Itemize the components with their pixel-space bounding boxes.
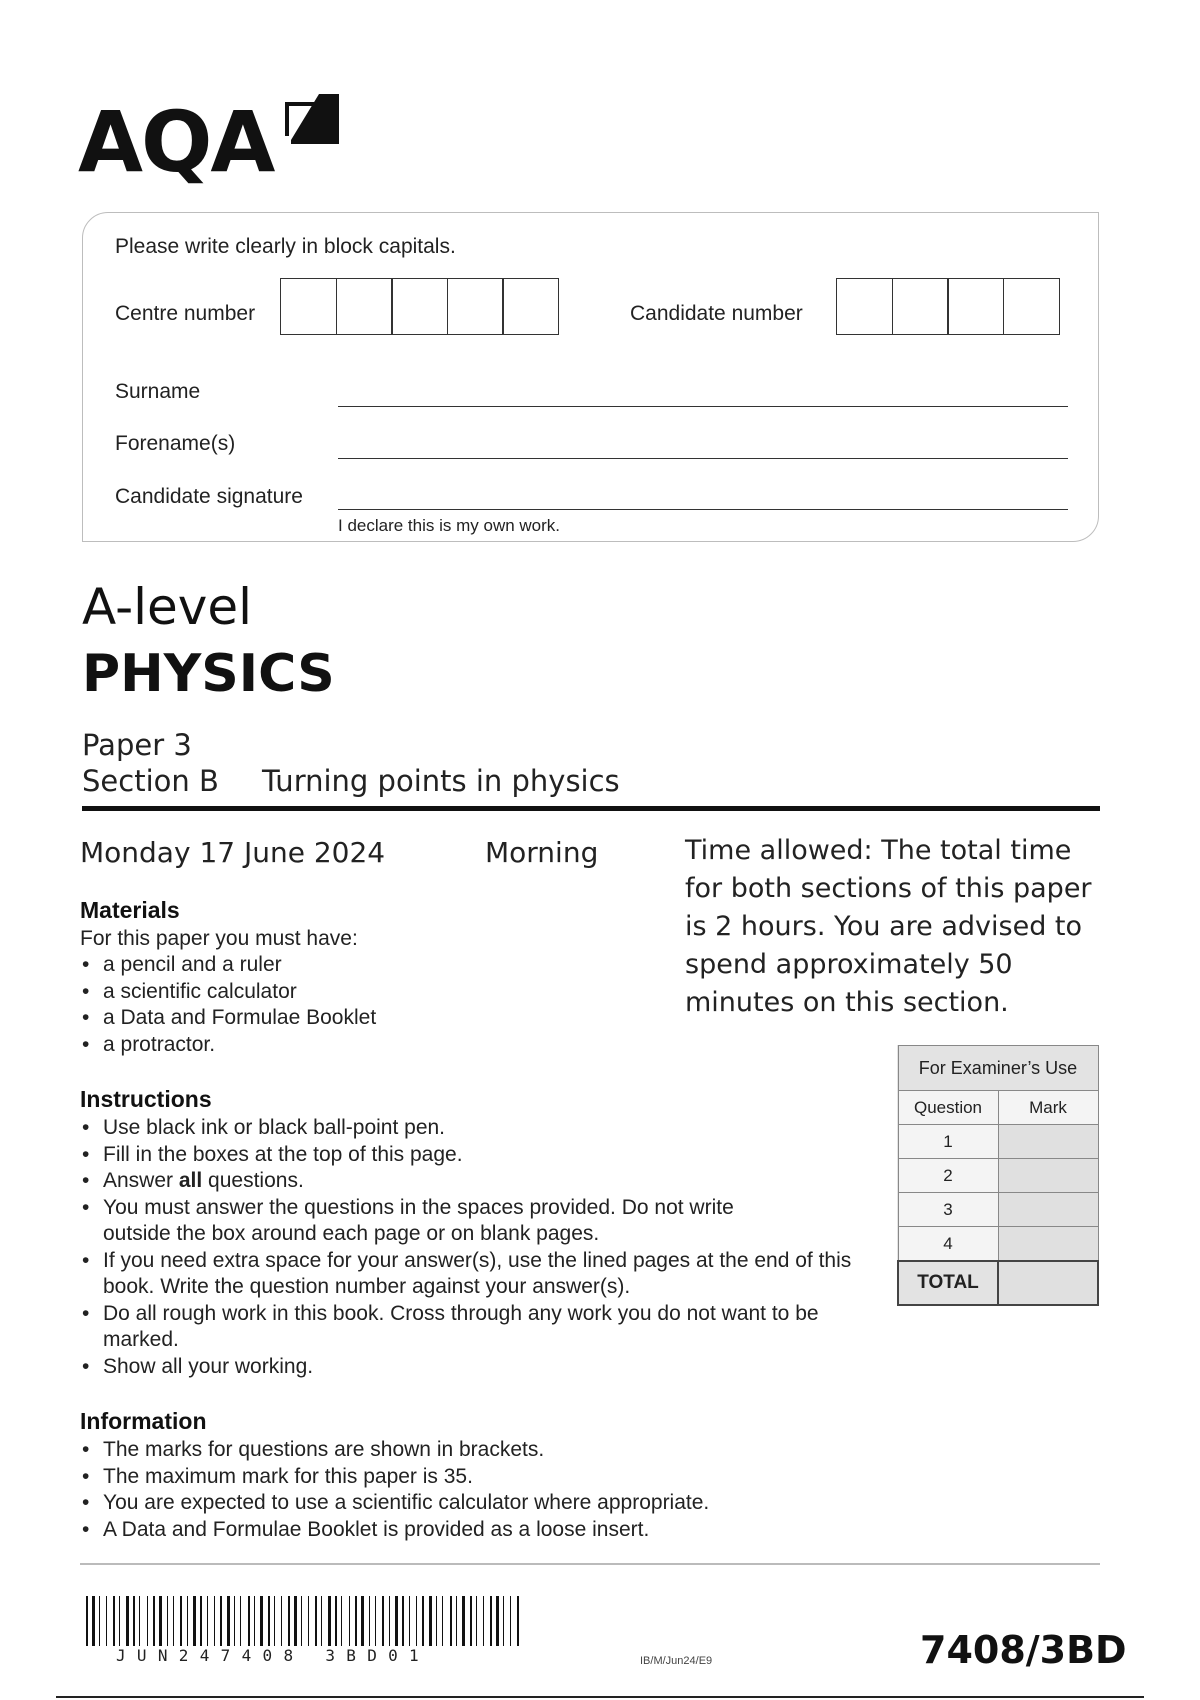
instruction-item: • You must answer the questions in the spaces provided. Do not write outside the box around each page or on blank pages. xyxy=(80,1195,803,1248)
table-row xyxy=(898,1125,1098,1159)
information-item: • You are expected to use a scientific calculator where appropriate. xyxy=(80,1490,880,1517)
barcode-bar xyxy=(462,1596,465,1646)
barcode-bar xyxy=(200,1596,202,1646)
barcode-bar xyxy=(301,1596,302,1646)
barcode-bar xyxy=(375,1596,376,1646)
barcode-bar xyxy=(315,1596,317,1646)
barcode-bar xyxy=(207,1596,208,1646)
block-capitals-instruction: Please write clearly in block capitals. xyxy=(115,235,456,258)
centre-number-digit-box[interactable] xyxy=(447,278,504,335)
barcode-bar xyxy=(369,1596,370,1646)
instructions-heading: Instructions xyxy=(80,1086,212,1112)
barcode-bar xyxy=(133,1596,135,1646)
materials-item: • a pencil and a ruler xyxy=(80,952,760,979)
examiners-use-table xyxy=(897,1045,1099,1306)
barcode-bar xyxy=(409,1596,410,1646)
mark-cell[interactable] xyxy=(998,1125,1098,1159)
barcode-bar xyxy=(496,1596,499,1646)
subject-title: PHYSICS xyxy=(82,644,335,704)
mark-cell[interactable] xyxy=(998,1159,1098,1193)
barcode-bar xyxy=(227,1596,230,1646)
barcode-bar xyxy=(321,1596,322,1646)
information-item: • The marks for questions are shown in brackets. xyxy=(80,1437,880,1464)
information-heading: Information xyxy=(80,1408,207,1434)
barcode-bar xyxy=(328,1596,331,1646)
barcode-bar xyxy=(274,1596,275,1646)
exam-session: Morning xyxy=(485,836,599,869)
candidate-number-digit-box[interactable] xyxy=(892,278,949,335)
footer-divider xyxy=(80,1563,1100,1565)
barcode-bar xyxy=(92,1596,95,1646)
barcode-bar xyxy=(180,1596,182,1646)
barcode-bar xyxy=(382,1596,384,1646)
mark-column-header: Mark xyxy=(998,1091,1098,1125)
forenames-label: Forename(s) xyxy=(115,432,236,455)
instruction-item: • Fill in the boxes at the top of this page. xyxy=(80,1142,860,1169)
signature-field[interactable] xyxy=(338,509,1068,510)
barcode-bar xyxy=(240,1596,241,1646)
materials-item: • a Data and Formulae Booklet xyxy=(80,1005,760,1032)
barcode-bar xyxy=(422,1596,424,1646)
section-title: Turning points in physics xyxy=(262,764,620,798)
barcode-bar xyxy=(510,1596,511,1646)
question-number: 2 xyxy=(898,1159,998,1193)
barcode-bar xyxy=(355,1596,357,1646)
barcode-bar xyxy=(341,1596,342,1646)
time-allowed: Time allowed: The total time for both sections of this paper is 2 hours. You are advised to spend approximately 50 minutes on this section. xyxy=(685,835,1092,1018)
table-row xyxy=(898,1227,1098,1262)
centre-number-digit-box[interactable] xyxy=(502,278,559,335)
information-item: • The maximum mark for this paper is 35. xyxy=(80,1464,880,1491)
barcode-bar xyxy=(294,1596,297,1646)
barcode-bar xyxy=(147,1596,148,1646)
information-item: • A Data and Formulae Booklet is provided as a loose insert. xyxy=(80,1517,880,1544)
instruction-item: • If you need extra space for your answer(s), use the lined pages at the end of this book. Write the question number against your answer(s). xyxy=(80,1248,873,1301)
document-reference: IB/M/Jun24/E9 xyxy=(640,1655,713,1667)
aqa-logo-mark-icon xyxy=(283,92,341,150)
aqa-logo: AQA xyxy=(78,93,274,191)
surname-field[interactable] xyxy=(338,406,1068,407)
barcode-bar xyxy=(119,1596,120,1646)
barcode-bar xyxy=(106,1596,107,1646)
candidate-number-digit-box[interactable] xyxy=(947,278,1004,335)
barcode-bar xyxy=(442,1596,443,1646)
centre-number-digit-box[interactable] xyxy=(336,278,393,335)
barcode-bar xyxy=(281,1596,282,1646)
barcode-bar xyxy=(503,1596,504,1646)
barcode-icon xyxy=(86,1596,526,1648)
barcode-bar xyxy=(214,1596,215,1646)
declaration-text: I declare this is my own work. xyxy=(338,516,561,535)
barcode-bar xyxy=(450,1596,452,1646)
total-mark-cell[interactable] xyxy=(998,1261,1098,1305)
barcode-bar xyxy=(220,1596,222,1646)
materials-heading: Materials xyxy=(80,897,180,923)
question-column-header: Question xyxy=(898,1091,998,1125)
barcode-bar xyxy=(436,1596,437,1646)
barcode-bar xyxy=(456,1596,457,1646)
centre-number-digit-box[interactable] xyxy=(280,278,337,335)
barcode-bar xyxy=(99,1596,100,1646)
barcode-bar xyxy=(395,1596,398,1646)
table-row xyxy=(898,1193,1098,1227)
barcode-bar xyxy=(153,1596,155,1646)
materials-section xyxy=(80,897,760,1058)
barcode-bar xyxy=(187,1596,188,1646)
barcode-bar xyxy=(389,1596,390,1646)
barcode-bar xyxy=(268,1596,270,1646)
barcode-bar xyxy=(260,1596,263,1646)
barcode-bar xyxy=(113,1596,115,1646)
barcode-text: JUN247408 3BD01 xyxy=(116,1646,430,1665)
barcode-bar xyxy=(483,1596,484,1646)
barcode-bar xyxy=(159,1596,162,1646)
bottom-rule xyxy=(56,1696,1144,1698)
mark-cell[interactable] xyxy=(998,1227,1098,1262)
title-divider xyxy=(82,806,1100,811)
barcode-bar xyxy=(139,1596,140,1646)
materials-item: • a scientific calculator xyxy=(80,979,760,1006)
forenames-field[interactable] xyxy=(338,458,1068,459)
instructions-section xyxy=(80,1086,860,1380)
signature-label: Candidate signature xyxy=(115,485,303,508)
examiners-use-title: For Examiner’s Use xyxy=(898,1046,1098,1091)
barcode-bar xyxy=(429,1596,432,1646)
barcode-bar xyxy=(234,1596,235,1646)
total-row xyxy=(898,1261,1098,1305)
barcode-bar xyxy=(470,1596,472,1646)
candidate-number-boxes[interactable] xyxy=(836,278,1060,335)
barcode-bar xyxy=(248,1596,250,1646)
barcode-bar xyxy=(402,1596,404,1646)
barcode-bar xyxy=(361,1596,364,1646)
barcode-bar xyxy=(254,1596,255,1646)
question-number: 4 xyxy=(898,1227,998,1262)
section-label: Section B xyxy=(82,764,219,798)
paper-code: 7408/3BD xyxy=(920,1628,1127,1672)
barcode-bar xyxy=(416,1596,417,1646)
centre-number-digit-box[interactable] xyxy=(391,278,448,335)
materials-item: • a protractor. xyxy=(80,1032,760,1059)
barcode-bar xyxy=(167,1596,168,1646)
candidate-number-digit-box[interactable] xyxy=(1003,278,1060,335)
surname-label: Surname xyxy=(115,380,201,403)
barcode-bar xyxy=(126,1596,129,1646)
barcode-bar xyxy=(476,1596,477,1646)
centre-number-label: Centre number xyxy=(115,302,256,325)
instruction-item: • Use black ink or black ball-point pen. xyxy=(80,1115,860,1142)
centre-number-boxes[interactable] xyxy=(280,278,559,335)
mark-cell[interactable] xyxy=(998,1193,1098,1227)
instruction-item: • Answer all questions. xyxy=(80,1168,860,1195)
barcode-bar xyxy=(173,1596,174,1646)
instruction-item: • Do all rough work in this book. Cross through any work you do not want to be marked. xyxy=(80,1301,843,1354)
barcode-bar xyxy=(308,1596,309,1646)
candidate-number-label: Candidate number xyxy=(630,302,803,325)
instruction-item: • Show all your working. xyxy=(80,1354,860,1381)
barcode-bar xyxy=(86,1596,88,1646)
barcode-bar xyxy=(490,1596,492,1646)
question-number: 3 xyxy=(898,1193,998,1227)
materials-intro: For this paper you must have: xyxy=(80,927,358,950)
total-label: TOTAL xyxy=(898,1261,998,1305)
candidate-number-digit-box[interactable] xyxy=(836,278,893,335)
table-row xyxy=(898,1159,1098,1193)
barcode-bar xyxy=(335,1596,337,1646)
qualification-level: A-level xyxy=(82,578,253,636)
barcode-bar xyxy=(349,1596,350,1646)
question-number: 1 xyxy=(898,1125,998,1159)
paper-number: Paper 3 xyxy=(82,728,192,762)
barcode-bar xyxy=(193,1596,196,1646)
exam-date: Monday 17 June 2024 xyxy=(80,836,386,869)
barcode-bar xyxy=(288,1596,290,1646)
information-section xyxy=(80,1408,880,1543)
barcode-bar xyxy=(517,1596,519,1646)
